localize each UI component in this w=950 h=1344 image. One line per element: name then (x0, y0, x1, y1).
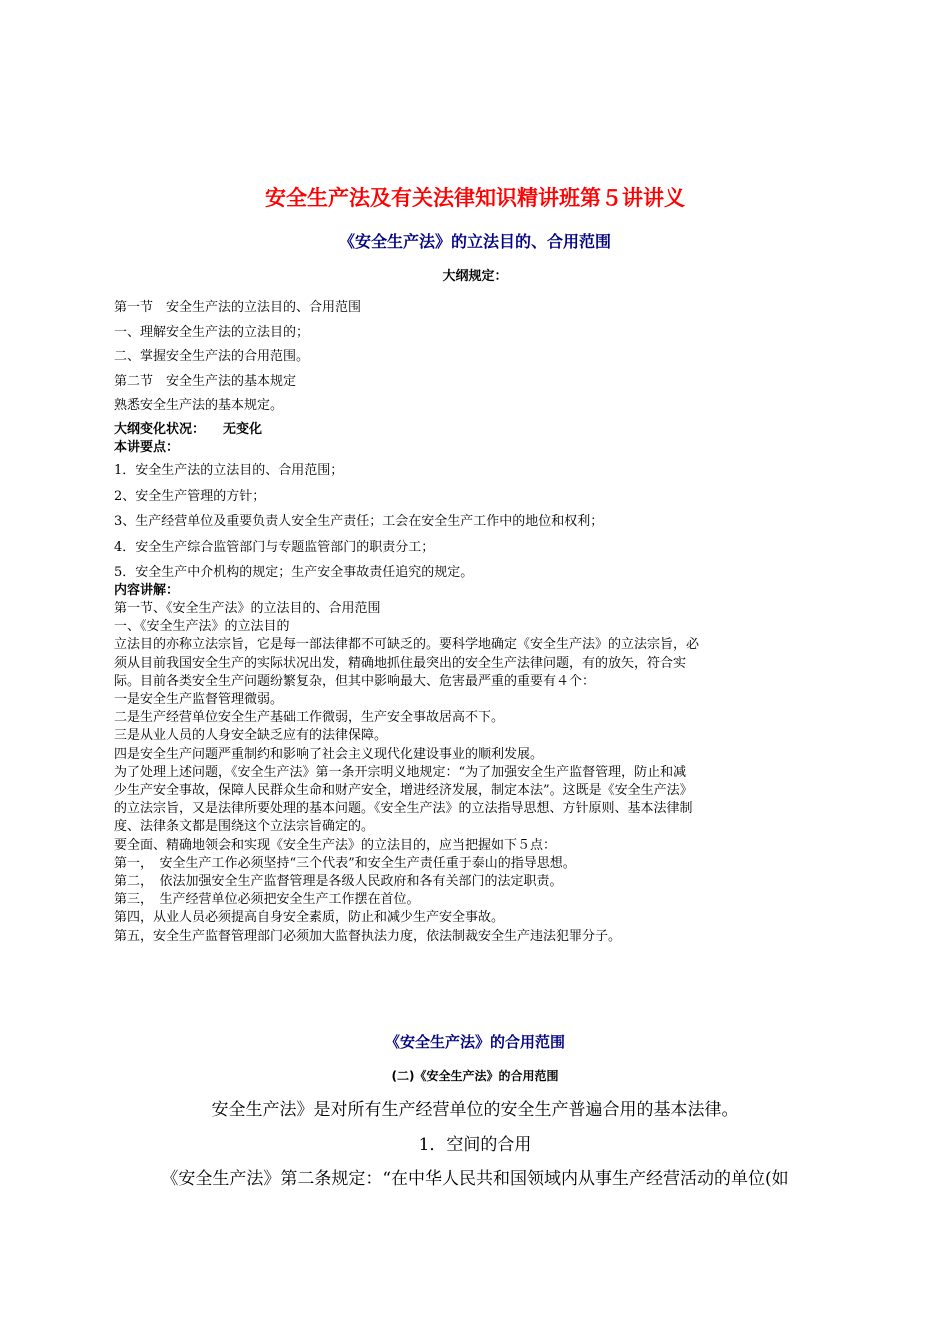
body-line: 一、《安全生产法》的立法目的 (114, 619, 290, 635)
outline-item: 第二节 安全生产法的基本规定 (114, 373, 297, 389)
section2-subtitle: (二)《安全生产法》的合用范围 (391, 1069, 559, 1083)
outline-heading: 大纲规定： (442, 269, 508, 284)
body-line: 的立法宗旨，又是法律所要处理的基本问题。《安全生产法》的立法指导思想、方针原则、基本法律制 (114, 801, 693, 817)
outline-item: 第一节 安全生产法的立法目的、合用范围 (114, 300, 362, 315)
body-line: 须从目前我国安全生产的实际状况出发，精确地抓住最突出的安全生产法律问题，有的放矢，符合实 (114, 655, 687, 671)
body-line: 一是安全生产监督管理微弱。 (114, 692, 284, 708)
point-item: 1．安全生产法的立法目的、合用范围； (114, 463, 344, 478)
body-line: 为了处理上述问题，《安全生产法》第一条开宗明义地规定：“为了加强安全生产监督管理，防止和减 (114, 764, 687, 780)
status-label: 大纲变化状况： (114, 422, 206, 437)
body-line: 四是安全生产问题严重制约和影响了社会主义现代化建设事业的顺利发展。 (114, 746, 544, 762)
body-line: 二是生产经营单位安全生产基础工作微弱，生产安全事故居高不下。 (114, 710, 505, 726)
points-list (114, 458, 844, 586)
document-subtitle: 《安全生产法》的立法目的、合用范围 (338, 232, 611, 251)
outline-list (114, 296, 844, 419)
outline-item: 二、掌握安全生产法的合用范围。 (114, 349, 310, 365)
outline-status (114, 420, 280, 439)
body-line: 第三， 生产经营单位必须把安全生产工作摆在首位。 (114, 892, 420, 908)
body-line: 要全面、精确地领会和实现《安全生产法》的立法目的，应当把握如下５点： (114, 837, 557, 853)
body-line: 第一节、《安全生产法》的立法目的、合用范围 (114, 601, 381, 616)
status-value: 无变化 (223, 422, 263, 437)
point-item: 5．安全生产中介机构的规定；生产安全事故责任追究的规定。 (114, 565, 474, 580)
body-line: 三是从业人员的人身安全缺乏应有的法律保障。 (114, 728, 388, 744)
body-line: 立法目的亦称立法宗旨，它是每一部法律都不可缺乏的。要科学地确定《安全生产法》的立法宗旨，必 (114, 637, 700, 653)
content-heading: 内容讲解： (114, 583, 180, 598)
section2-title: 《安全生产法》的合用范围 (384, 1033, 565, 1051)
document-title: 安全生产法及有关法律知识精讲班第５讲讲义 (265, 186, 685, 210)
body-line: 际。目前各类安全生产问题纷繁复杂，但其中影响最大、危害最严重的重要有４个： (114, 673, 596, 689)
section2-heading-spatial: 1．空间的合用 (418, 1135, 532, 1155)
body-line: 第二， 依法加强安全生产监督管理是各级人民政府和各有关部门的法定职责。 (114, 874, 563, 890)
body-line: 第一， 安全生产工作必须坚持“三个代表”和安全生产责任重于泰山的指导思想。 (114, 855, 576, 871)
outline-item: 一、理解安全生产法的立法目的； (114, 324, 310, 340)
body-line: 度、法律条文都是围绕这个立法宗旨确定的。 (114, 819, 375, 835)
body-line: 第四，从业人员必须提高自身安全素质，防止和减少生产安全事故。 (114, 910, 505, 926)
section2-intro: 安全生产法》是对所有生产经营单位的安全生产普遍合用的基本法律。 (211, 1100, 739, 1120)
body-line: 少生产安全事故，保障人民群众生命和财产安全，增进经济发展，制定本法”。这既是《安全生产法》 (114, 783, 693, 799)
outline-item: 熟悉安全生产法的基本规定。 (114, 398, 284, 414)
point-item: 3、生产经营单位及重要负责人安全生产责任；工会在安全生产工作中的地位和权利； (114, 514, 604, 529)
body-line: 第五，安全生产监督管理部门必须加大监督执法力度，依法制裁安全生产违法犯罪分子。 (114, 928, 622, 944)
content-body (114, 600, 836, 946)
points-heading: 本讲要点： (114, 440, 180, 455)
point-item: 4．安全生产综合监管部门与专题监管部门的职责分工； (114, 539, 435, 555)
point-item: 2、安全生产管理的方针； (114, 488, 266, 504)
section2-article-text: 《安全生产法》第二条规定：“在中华人民共和国领域内从事生产经营活动的单位(如 (161, 1169, 789, 1189)
